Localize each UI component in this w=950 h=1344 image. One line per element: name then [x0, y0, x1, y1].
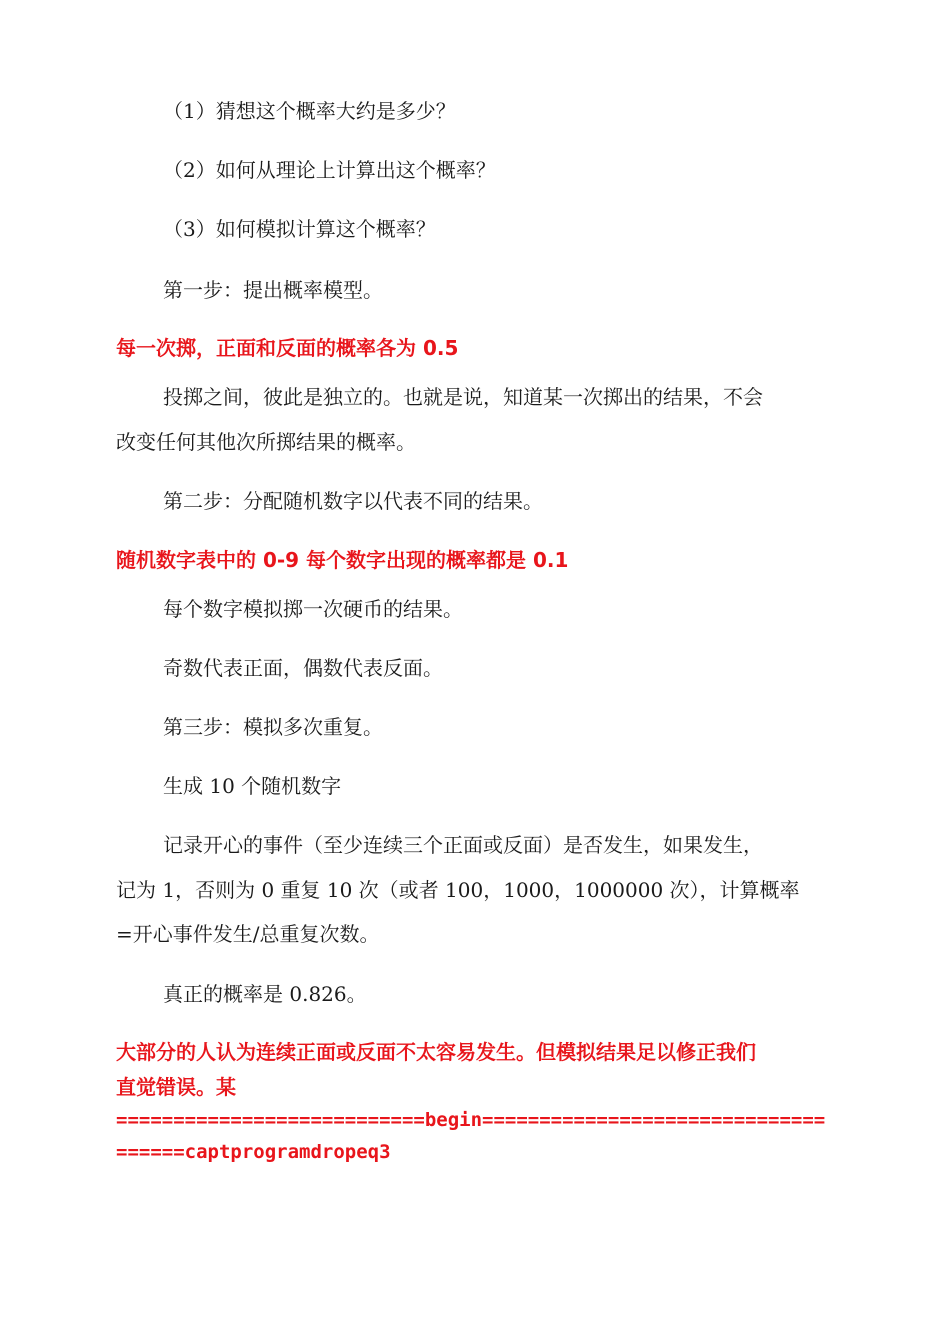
step-2: 第二步：分配随机数字以代表不同的结果。: [163, 489, 543, 513]
paragraph-independence-line1: 投掷之间，彼此是独立的。也就是说，知道某一次掷出的结果，不会: [163, 385, 763, 409]
question-1: （1）猜想这个概率大约是多少？: [163, 99, 456, 123]
paragraph-true-probability: 真正的概率是 0.826。: [163, 982, 367, 1006]
step-3: 第三步：模拟多次重复。: [163, 715, 383, 739]
marker-line2: ======captprogramdropeq3: [116, 1141, 391, 1163]
paragraph-generate-digits: 生成 10 个随机数字: [163, 774, 342, 798]
paragraph-record-line3: =开心事件发生/总重复次数。: [116, 922, 380, 946]
highlight-random-digits: 随机数字表中的 0-9 每个数字出现的概率都是 0.1: [116, 548, 569, 572]
highlight-conclusion-line1: 大部分的人认为连续正面或反面不太容易发生。但模拟结果足以修正我们: [116, 1040, 756, 1064]
paragraph-record-line1: 记录开心的事件（至少连续三个正面或反面）是否发生，如果发生，: [163, 833, 763, 857]
paragraph-odd-even: 奇数代表正面，偶数代表反面。: [163, 656, 443, 680]
paragraph-record-line2: 记为 1，否则为 0 重复 10 次（或者 100，1000，1000000 次），计算概率: [116, 878, 800, 902]
marker-line1: ===========================begin==============================: [116, 1109, 826, 1131]
question-3: （3）如何模拟计算这个概率？: [163, 217, 436, 241]
question-2: （2）如何从理论上计算出这个概率？: [163, 158, 496, 182]
paragraph-independence-line2: 改变任何其他次所掷结果的概率。: [116, 430, 416, 454]
highlight-probability-half: 每一次掷，正面和反面的概率各为 0.5: [116, 336, 459, 360]
paragraph-digit-coin: 每个数字模拟掷一次硬币的结果。: [163, 597, 463, 621]
highlight-conclusion-line2: 直觉错误。某: [116, 1075, 236, 1099]
step-1: 第一步：提出概率模型。: [163, 278, 383, 302]
